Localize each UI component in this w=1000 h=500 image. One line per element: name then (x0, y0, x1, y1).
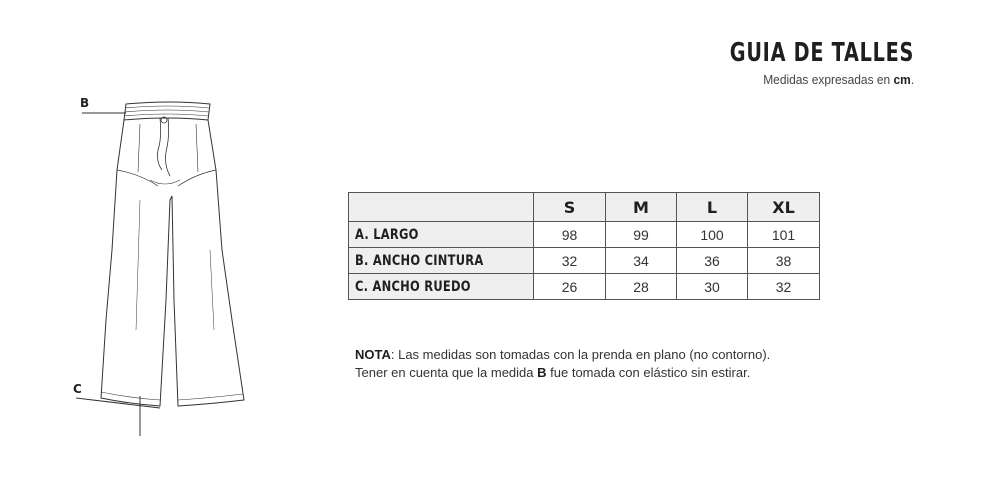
table-cell: 26 (534, 274, 606, 300)
table-cell: 38 (748, 248, 820, 274)
table-cell: 99 (606, 222, 677, 248)
note-label: NOTA (355, 347, 391, 362)
table-cell: 30 (677, 274, 748, 300)
note-line-2 (355, 364, 770, 382)
subtitle-prefix: Medidas expresadas en (763, 72, 894, 87)
note-line-2-c: fue tomada con elástico sin estirar. (546, 365, 751, 380)
note-block (355, 346, 770, 382)
table-cell: 32 (534, 248, 606, 274)
page-subtitle (685, 72, 914, 87)
note-line-1-text: : Las medidas son tomadas con la prenda en plano (no contorno). (390, 347, 771, 362)
table-row (349, 248, 820, 274)
pants-diagram (0, 0, 300, 500)
measure-label-c: C (73, 382, 82, 396)
measure-line-c (76, 398, 160, 408)
table-cell: 100 (677, 222, 748, 248)
table-cell: 34 (606, 248, 677, 274)
drawstring (158, 118, 163, 170)
table-cell: 101 (748, 222, 820, 248)
size-header-xl: XL (748, 193, 820, 222)
table-cell: 98 (534, 222, 606, 248)
pants-illustration (0, 0, 300, 500)
note-line-1 (355, 346, 770, 364)
header-blank-cell (349, 193, 534, 222)
table-cell: 36 (677, 248, 748, 274)
row-label (349, 222, 534, 248)
note-line-2-a: Tener en cuenta que la medida (355, 365, 538, 380)
row-label-text: B. ANCHO CINTURA (355, 252, 484, 269)
size-header-m: M (606, 193, 677, 222)
size-header-row (349, 193, 820, 222)
size-header-s: S (534, 193, 606, 222)
table-row (349, 274, 820, 300)
table-cell: 32 (748, 274, 820, 300)
subtitle-suffix: . (910, 72, 914, 87)
subtitle-unit: cm (893, 72, 911, 87)
page-title: GUIA DE TALLES (729, 38, 914, 68)
row-label (349, 274, 534, 300)
measure-label-b: B (80, 96, 90, 110)
row-label (349, 248, 534, 274)
table-row (349, 222, 820, 248)
note-line-2-b: B (537, 365, 547, 380)
table-cell: 28 (606, 274, 677, 300)
row-label-text: A. LARGO (355, 226, 419, 243)
size-header-l: L (677, 193, 748, 222)
page-header (665, 38, 914, 87)
size-table (348, 192, 820, 300)
pants-outline (101, 120, 244, 406)
row-label-text: C. ANCHO RUEDO (355, 278, 471, 295)
